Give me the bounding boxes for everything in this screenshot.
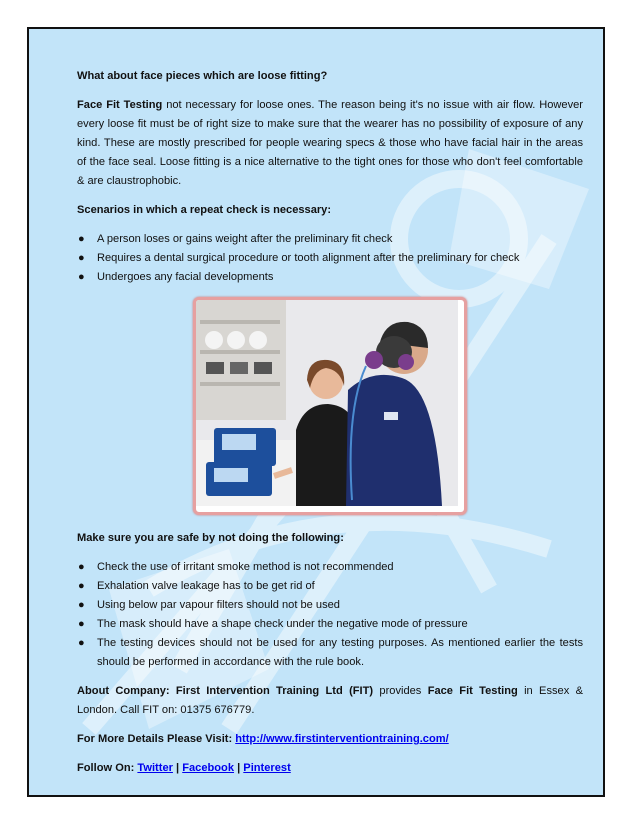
facebook-link[interactable]: Facebook xyxy=(182,762,235,774)
about-company-label: About Company: First Intervention Training Ltd (FIT) xyxy=(77,685,374,697)
bullet-icon: ● xyxy=(78,561,85,573)
website-link[interactable]: http://www.firstinterventiontraining.com/ xyxy=(235,733,449,745)
section-heading-loose-fitting: What about face pieces which are loose fitting? xyxy=(77,70,328,82)
bullet-icon: ● xyxy=(78,599,85,611)
bullet-icon: ● xyxy=(78,271,85,283)
list-item: ● Requires a dental surgical procedure or tooth alignment after the preliminary for check xyxy=(77,249,583,268)
follow-on-label: Follow On: xyxy=(77,762,138,774)
pinterest-link[interactable]: Pinterest xyxy=(243,762,291,774)
list-item: ● The testing devices should not be used for any testing purposes. As mentioned earlier the tests should be performed in accordance with the rule book. xyxy=(77,634,583,672)
content-area xyxy=(77,67,583,788)
face-fit-testing-bold: Face Fit Testing xyxy=(77,99,163,111)
loose-fitting-paragraph xyxy=(77,96,583,191)
list-item: ● A person loses or gains weight after the preliminary fit check xyxy=(77,230,583,249)
about-service-bold: Face Fit Testing xyxy=(427,685,518,697)
link-separator: | xyxy=(234,762,244,774)
photo-container xyxy=(77,297,583,515)
link-separator: | xyxy=(172,762,183,774)
list-item: ● Undergoes any facial developments xyxy=(77,268,583,287)
repeat-check-list xyxy=(77,230,583,287)
more-details-label: For More Details Please Visit: xyxy=(77,733,236,745)
more-details-line xyxy=(77,730,583,749)
list-item: ● Exhalation valve leakage has to be get rid of xyxy=(77,577,583,596)
safety-list xyxy=(77,558,583,672)
twitter-link[interactable]: Twitter xyxy=(137,762,173,774)
list-item: ● Using below par vapour filters should not be used xyxy=(77,596,583,615)
photo-illustration xyxy=(196,300,458,506)
section-heading-repeat-check: Scenarios in which a repeat check is necessary: xyxy=(77,204,332,216)
bullet-icon: ● xyxy=(78,580,85,592)
list-item: ● The mask should have a shape check under the negative mode of pressure xyxy=(77,615,583,634)
bullet-icon: ● xyxy=(78,252,85,264)
bullet-icon: ● xyxy=(78,233,85,245)
about-company-paragraph: About Company: First Intervention Training Ltd (FIT) provides Face Fit Testing in Essex & London. Call FIT on: 01375 676779. xyxy=(77,685,583,716)
bullet-icon: ● xyxy=(78,618,85,630)
loose-fitting-body: not necessary for loose ones. The reason being it's no issue with air flow. However every loose fit must be of right size to make sure that the wearer has no possibility of exposure of any kind. These are mostly prescribed for people wearing specs & those who have facial hair in the areas of the face seal. Loose fitting is a nice alternative to the tight ones for those who don't feel comfortable & are claustrophobic. xyxy=(77,99,583,187)
bullet-icon: ● xyxy=(78,637,85,649)
document-page xyxy=(27,27,605,797)
face-fit-testing-photo xyxy=(193,297,467,515)
list-item: ● Check the use of irritant smoke method is not recommended xyxy=(77,558,583,577)
section-heading-safety: Make sure you are safe by not doing the following: xyxy=(77,532,344,544)
follow-on-line xyxy=(77,759,583,778)
